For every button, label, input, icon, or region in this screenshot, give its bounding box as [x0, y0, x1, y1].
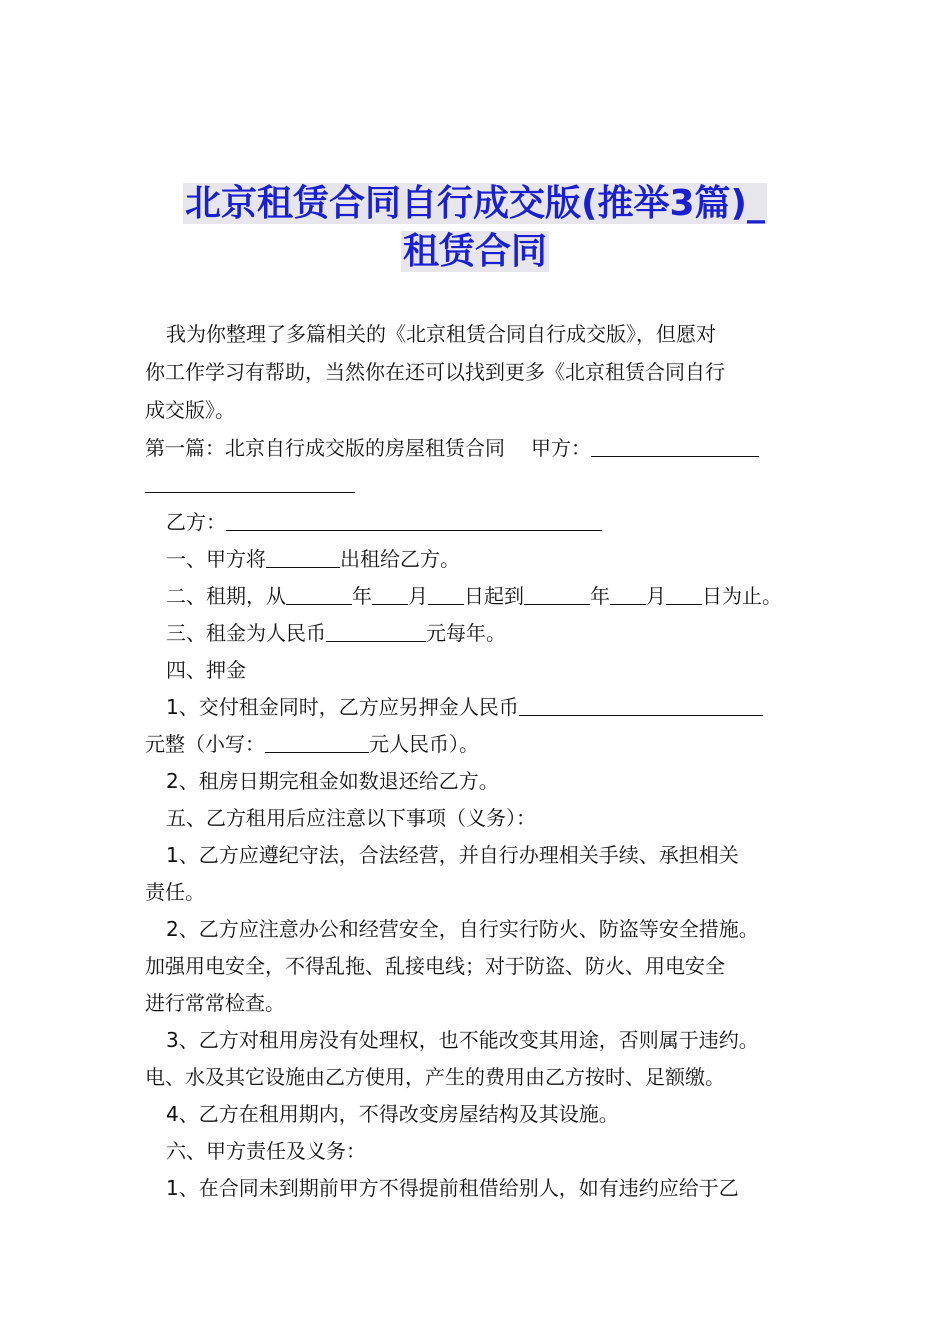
section1-heading-line — [145, 434, 759, 462]
clause-1-blank — [266, 547, 340, 568]
party-a-blank-2 — [145, 472, 355, 493]
party-a-label: 甲方： — [531, 436, 591, 460]
clause-5-2-line-3: 进行常常检查。 — [145, 991, 285, 1015]
party-b-label: 乙方： — [166, 510, 226, 534]
clause-5-4: 4、乙方在租用期内，不得改变房屋结构及其设施。 — [166, 1102, 619, 1126]
clause-6-heading: 六、甲方责任及义务： — [166, 1139, 366, 1163]
document-title-line1: 北京租赁合同自行成交版(推举3篇)_ — [185, 183, 765, 224]
clause-2-day2-blank — [666, 584, 702, 605]
clause-2-month-blank — [372, 584, 408, 605]
clause-2-end: 日为止。 — [702, 584, 782, 608]
intro-line-1: 我为你整理了多篇相关的《北京租赁合同自行成交版》，但愿对 — [166, 322, 716, 346]
clause-2-month2-blank — [610, 584, 646, 605]
clause-2-year-label: 年 — [352, 584, 372, 608]
intro-line-3: 成交版》。 — [145, 398, 235, 422]
clause-4-1-continued — [145, 730, 479, 758]
party-b-line — [166, 508, 602, 536]
clause-4-2: 2、租房日期完租金如数退还给乙方。 — [166, 769, 499, 793]
section1-heading: 第一篇：北京自行成交版的房屋租赁合同 — [145, 436, 505, 460]
clause-5-2-line-2: 加强用电安全，不得乱拖、乱接电线；对于防盗、防火、用电安全 — [145, 954, 725, 978]
clause-5-2-line-1: 2、乙方应注意办公和经营安全，自行实行防火、防盗等安全措施。 — [166, 917, 759, 941]
clause-5-heading: 五、乙方租用后应注意以下事项（义务）： — [166, 806, 536, 830]
clause-2-year2-blank — [524, 584, 590, 605]
clause-4-1 — [166, 693, 763, 721]
clause-3-text-a: 三、租金为人民币 — [166, 621, 326, 645]
clause-2-day-to: 日起到 — [464, 584, 524, 608]
clause-5-1-line-1: 1、乙方应遵纪守法，合法经营，并自行办理相关手续、承担相关 — [166, 843, 739, 867]
clause-3-text-b: 元每年。 — [426, 621, 506, 645]
clause-3-blank — [326, 621, 426, 642]
clause-2-month-label: 月 — [408, 584, 428, 608]
clause-3 — [166, 619, 506, 647]
clause-2 — [166, 582, 782, 610]
clause-5-3-line-2: 电、水及其它设施由乙方使用，产生的费用由乙方按时、足额缴。 — [145, 1065, 725, 1089]
document-title-line2: 租赁合同 — [402, 231, 547, 272]
clause-2-text-a: 二、租期，从 — [166, 584, 286, 608]
clause-2-month2-label: 月 — [646, 584, 666, 608]
clause-5-3-line-1: 3、乙方对租用房没有处理权，也不能改变其用途，否则属于违约。 — [166, 1028, 759, 1052]
clause-1 — [166, 545, 460, 573]
party-a-blank — [591, 436, 759, 457]
party-b-blank — [226, 510, 602, 531]
clause-6-1: 1、在合同未到期前甲方不得提前租借给别人，如有违约应给于乙 — [166, 1176, 739, 1200]
clause-4-1-text: 1、交付租金同时，乙方应另押金人民币 — [166, 695, 519, 719]
clause-4-1-blank — [519, 695, 763, 716]
clause-1-text-a: 一、甲方将 — [166, 547, 266, 571]
intro-line-2: 你工作学习有帮助，当然你在还可以找到更多《北京租赁合同自行 — [145, 360, 725, 384]
party-a-blank-continued — [145, 470, 355, 498]
clause-2-year2-label: 年 — [590, 584, 610, 608]
clause-5-1-line-2: 责任。 — [145, 880, 205, 904]
clause-2-day-blank — [428, 584, 464, 605]
clause-4-heading: 四、押金 — [166, 658, 246, 682]
clause-4-1-text-c: 元人民币）。 — [369, 732, 479, 756]
clause-2-year-blank — [286, 584, 352, 605]
clause-1-text-b: 出租给乙方。 — [340, 547, 460, 571]
clause-4-1-text-b: 元整（小写： — [145, 732, 265, 756]
clause-4-1-small-blank — [265, 732, 369, 753]
